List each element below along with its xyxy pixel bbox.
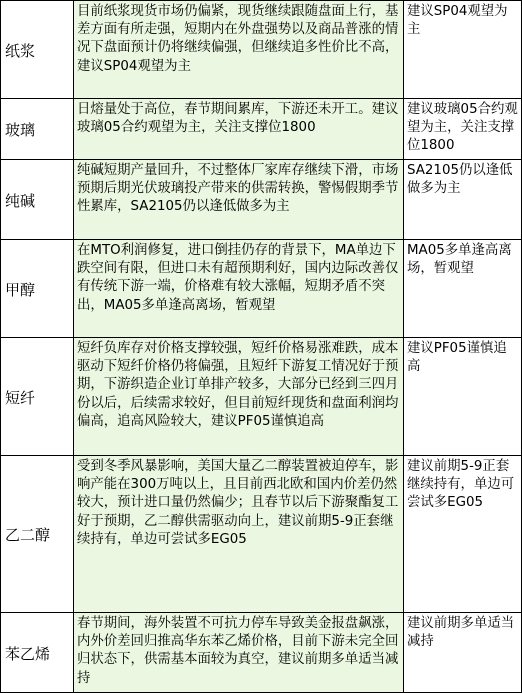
commodity-name [1, 613, 74, 693]
advice-text: 建议玻璃05合约观望为主，关注支撑位1800 [407, 102, 518, 154]
analysis-cell [74, 613, 404, 693]
analysis-text: 短纤负库存对价格支撑较强，短纤价格易涨难跌，成本驱动下短纤价格仍将偏强，且短纤下游复工情况好于预期，下游织造企业订单排产较多，大部分已经到三四月份以后，后续需求较好，但目前短纤现货和盘面利润均偏高，追高风险较大，建议PF05谨慎追高 [77, 341, 399, 429]
analysis-cell [74, 1, 404, 99]
commodity-name [1, 160, 74, 240]
commodity-name [1, 338, 74, 456]
table-row [1, 456, 522, 613]
table-row [1, 240, 522, 338]
table-row [1, 1, 522, 99]
advice-cell [404, 1, 522, 99]
table-row [1, 613, 522, 693]
analysis-text: 在MTO利润修复，进口倒挂仍存的背景下，MA单边下跌空间有限，但进口未有超预期利好，国内边际改善仅有传统下游一端，价格难有较大涨幅，短期矛盾不突出，MA05多单逢高离场，暂观望 [77, 243, 399, 313]
table-row [1, 160, 522, 240]
commodity-name [1, 240, 74, 338]
analysis-cell [74, 240, 404, 338]
analysis-text: 春节期间，海外装置不可抗力停车导致美金报盘飙涨，内外价差回归推高华东苯乙烯价格，目前下游未完全回归状态下，供需基本面较为真空，建议前期多单适当减持 [77, 616, 399, 686]
advice-text: 建议PF05谨慎追高 [407, 341, 507, 375]
commodity-name-text: 苯乙烯 [5, 644, 51, 663]
commodity-name-text: 玻璃 [5, 121, 36, 139]
advice-text: SA2105仍以逢低做多为主 [407, 163, 513, 197]
analysis-cell [74, 456, 404, 613]
commodity-name-text: 纸浆 [5, 41, 36, 60]
analysis-text: 受到冬季风暴影响，美国大量乙二醇装置被迫停车，影响产能在300万吨以上，且目前西北欧和国内价差仍然较大，预计进口量仍然偏少；且春节以后下游聚酯复工好于预期，乙二醇供需驱动向上，建议前期5-9正套继续持有，单边可尝试多EG05 [77, 459, 399, 547]
commodity-name-text: 甲醇 [5, 280, 36, 299]
advice-cell [404, 160, 522, 240]
commodity-name-text: 乙二醇 [5, 526, 51, 544]
analysis-text: 日熔量处于高位，春节期间累库，下游还未开工。建议玻璃05合约观望为主，关注支撑位1800 [77, 102, 399, 136]
advice-cell [404, 99, 522, 160]
advice-cell [404, 613, 522, 693]
analysis-text: 目前纸浆现货市场仍偏紧，现货继续跟随盘面上行，基差方面有所走强，短期内在外盘强势以及商品普涨的情况下盘面预计仍将继续偏强，但继续追多性价比不高，建议SP04观望为主 [77, 4, 399, 74]
table-row [1, 99, 522, 160]
advice-cell [404, 338, 522, 456]
advice-text: 建议SP04观望为主 [407, 4, 508, 38]
commodity-name [1, 456, 74, 613]
advice-text: MA05多单逢高离场，暂观望 [407, 243, 512, 277]
advice-cell [404, 456, 522, 613]
commodity-name [1, 1, 74, 99]
table-row [1, 338, 522, 456]
analysis-cell [74, 99, 404, 160]
advice-cell [404, 240, 522, 338]
commodity-name-text: 纯碱 [5, 191, 36, 210]
analysis-cell [74, 338, 404, 456]
analysis-cell [74, 160, 404, 240]
analysis-text: 纯碱短期产量回升，不过整体厂家库存继续下滑，市场预期后期光伏玻璃投产带来的供需转换，警惕假期季节性累库，SA2105仍以逢低做多为主 [77, 163, 399, 215]
advice-text: 建议前期多单适当减持 [407, 616, 515, 650]
commodity-name-text: 短纤 [5, 388, 36, 407]
commodity-name [1, 99, 74, 160]
advice-text: 建议前期5-9正套继续持有，单边可尝试多EG05 [407, 459, 515, 511]
